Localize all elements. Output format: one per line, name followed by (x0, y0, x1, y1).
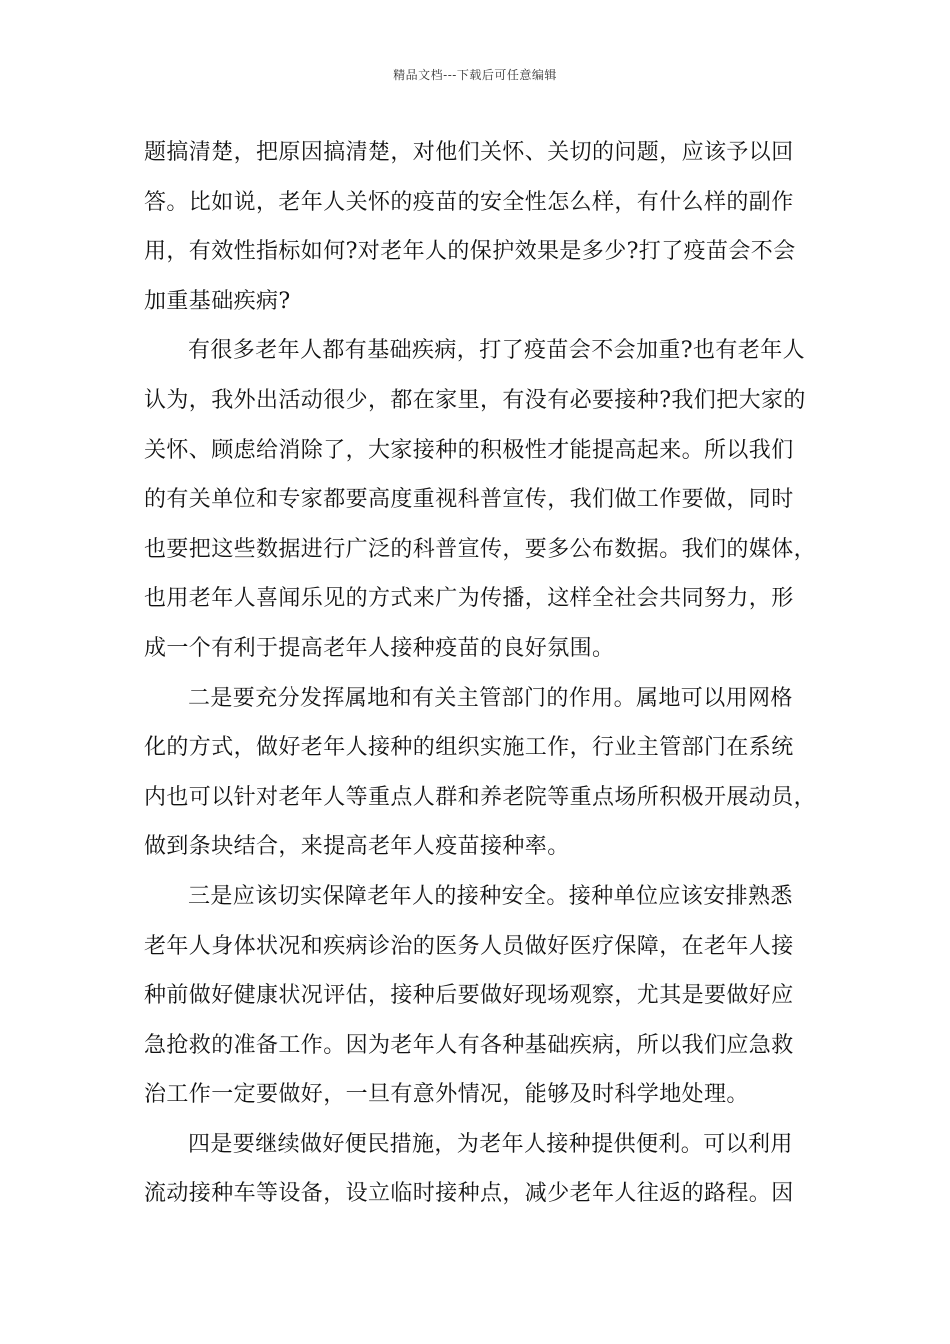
text-line: 成一个有利于提高老年人接种疫苗的良好氛围。 (144, 635, 615, 661)
paragraph-first-line: 四是要继续做好便民措施，为老年人接种提供便利。可以利用 (188, 1131, 793, 1157)
text-line: 关怀、顾虑给消除了，大家接种的积极性才能提高起来。所以我们 (144, 437, 794, 463)
text-line: 流动接种车等设备，设立临时接种点，减少老年人往返的路程。因 (144, 1181, 794, 1207)
paragraph-first-line: 三是应该切实保障老年人的接种安全。接种单位应该安排熟悉 (188, 883, 793, 909)
text-line: 治工作一定要做好，一旦有意外情况，能够及时科学地处理。 (144, 1082, 749, 1108)
text-line: 题搞清楚，把原因搞清楚，对他们关怀、关切的问题，应该予以回 (144, 140, 794, 165)
text-line: 认为，我外出活动很少，都在家里，有没有必要接种?我们把大家的 (144, 387, 806, 413)
text-line: 用，有效性指标如何?对老年人的保护效果是多少?打了疫苗会不会 (144, 239, 796, 265)
text-line: 种前做好健康状况评估，接种后要做好现场观察，尤其是要做好应 (144, 983, 794, 1009)
text-line: 也要把这些数据进行广泛的科普宣传，要多公布数据。我们的媒体， (144, 536, 817, 562)
body-text (144, 128, 817, 1219)
text-line: 内也可以针对老年人等重点人群和养老院等重点场所积极开展动员， (144, 784, 817, 810)
text-line: 化的方式，做好老年人接种的组织实施工作，行业主管部门在系统 (144, 735, 794, 761)
text-line: 老年人身体状况和疾病诊治的医务人员做好医疗保障，在老年人接 (144, 933, 794, 959)
text-line: 的有关单位和专家都要高度重视科普宣传，我们做工作要做，同时 (144, 487, 794, 513)
paragraph-first-line: 有很多老年人都有基础疾病，打了疫苗会不会加重?也有老年人 (188, 338, 805, 364)
text-line: 急抢救的准备工作。因为老年人有各种基础疾病，所以我们应急救 (144, 1032, 794, 1058)
text-line: 也用老年人喜闻乐见的方式来广为传播，这样全社会共同努力，形 (144, 586, 794, 612)
text-line: 答。比如说，老年人关怀的疫苗的安全性怎么样，有什么样的副作 (144, 189, 794, 215)
page-header: 精品文档---下载后可任意编辑 (393, 68, 557, 82)
paragraph-first-line: 二是要充分发挥属地和有关主管部门的作用。属地可以用网格 (188, 685, 793, 711)
text-line: 做到条块结合，来提高老年人疫苗接种率。 (144, 834, 570, 860)
text-line: 加重基础疾病? (144, 288, 291, 314)
